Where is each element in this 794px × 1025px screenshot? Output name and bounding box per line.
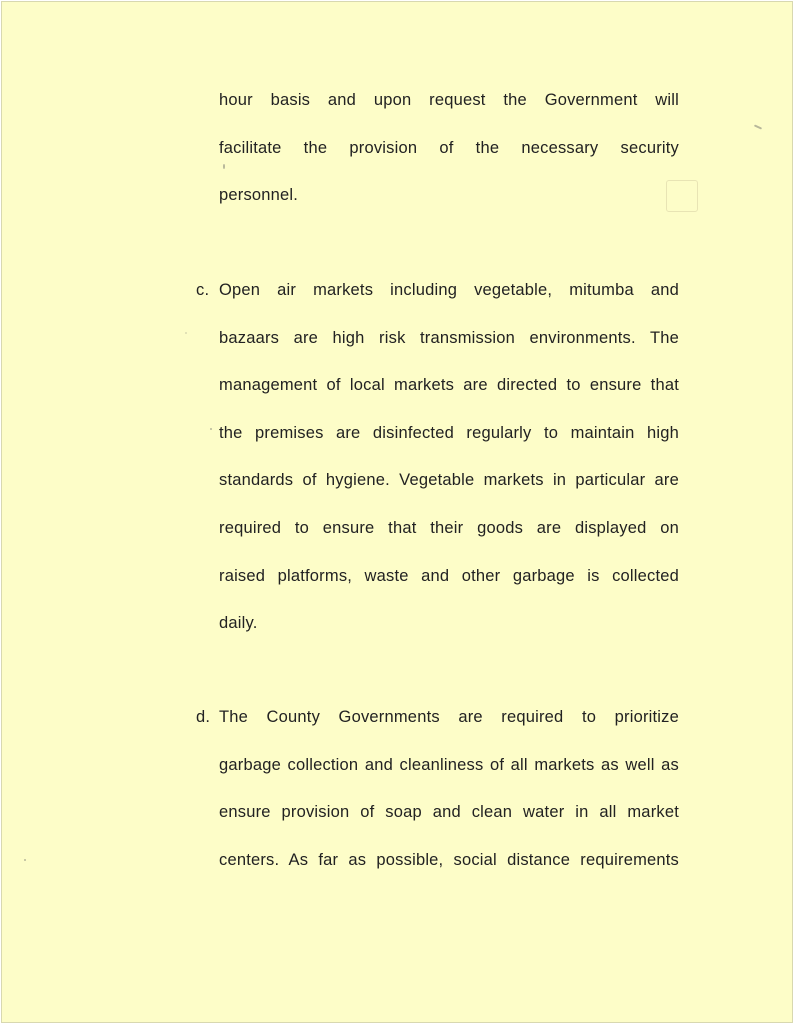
item-c-line-6: required to ensure that their goods are displayed on bbox=[219, 518, 679, 537]
list-item-d bbox=[196, 706, 679, 896]
scan-speck bbox=[754, 124, 762, 129]
intro-line-3: personnel. bbox=[219, 186, 299, 205]
intro-paragraph bbox=[219, 89, 679, 232]
item-c-line-8: daily. bbox=[219, 614, 258, 633]
item-d-line-3: ensure provision of soap and clean water in all market bbox=[219, 803, 679, 822]
item-c-line-4: the premises are disinfected regularly to maintain high bbox=[219, 423, 679, 442]
scan-speck bbox=[210, 428, 212, 430]
intro-line-1: hour basis and upon request the Government will bbox=[219, 91, 679, 109]
item-c-line-7: raised platforms, waste and other garbage is collected bbox=[219, 566, 679, 585]
scan-smudge bbox=[666, 180, 698, 212]
list-item-c bbox=[196, 279, 679, 660]
scan-speck bbox=[24, 859, 26, 861]
item-c-line-5: standards of hygiene. Vegetable markets in particular are bbox=[219, 471, 679, 490]
list-marker-d: d. bbox=[196, 708, 211, 726]
scanned-page bbox=[1, 1, 793, 1023]
item-c-line-3: management of local markets are directed to ensure that bbox=[219, 376, 679, 395]
item-c-line-2: bazaars are high risk transmission environments. The bbox=[219, 328, 679, 347]
scan-speck bbox=[185, 332, 187, 334]
scan-speck bbox=[223, 164, 225, 169]
list-marker-c: c. bbox=[196, 281, 210, 299]
item-c-line-1: Open air markets including vegetable, mitumba and bbox=[219, 281, 679, 299]
item-d-line-4: centers. As far as possible, social distance requirements bbox=[219, 850, 679, 869]
intro-line-2: facilitate the provision of the necessary security bbox=[219, 138, 679, 157]
item-d-line-1: The County Governments are required to prioritize bbox=[219, 708, 679, 726]
item-d-line-2: garbage collection and cleanliness of all markets as well as bbox=[219, 755, 679, 774]
